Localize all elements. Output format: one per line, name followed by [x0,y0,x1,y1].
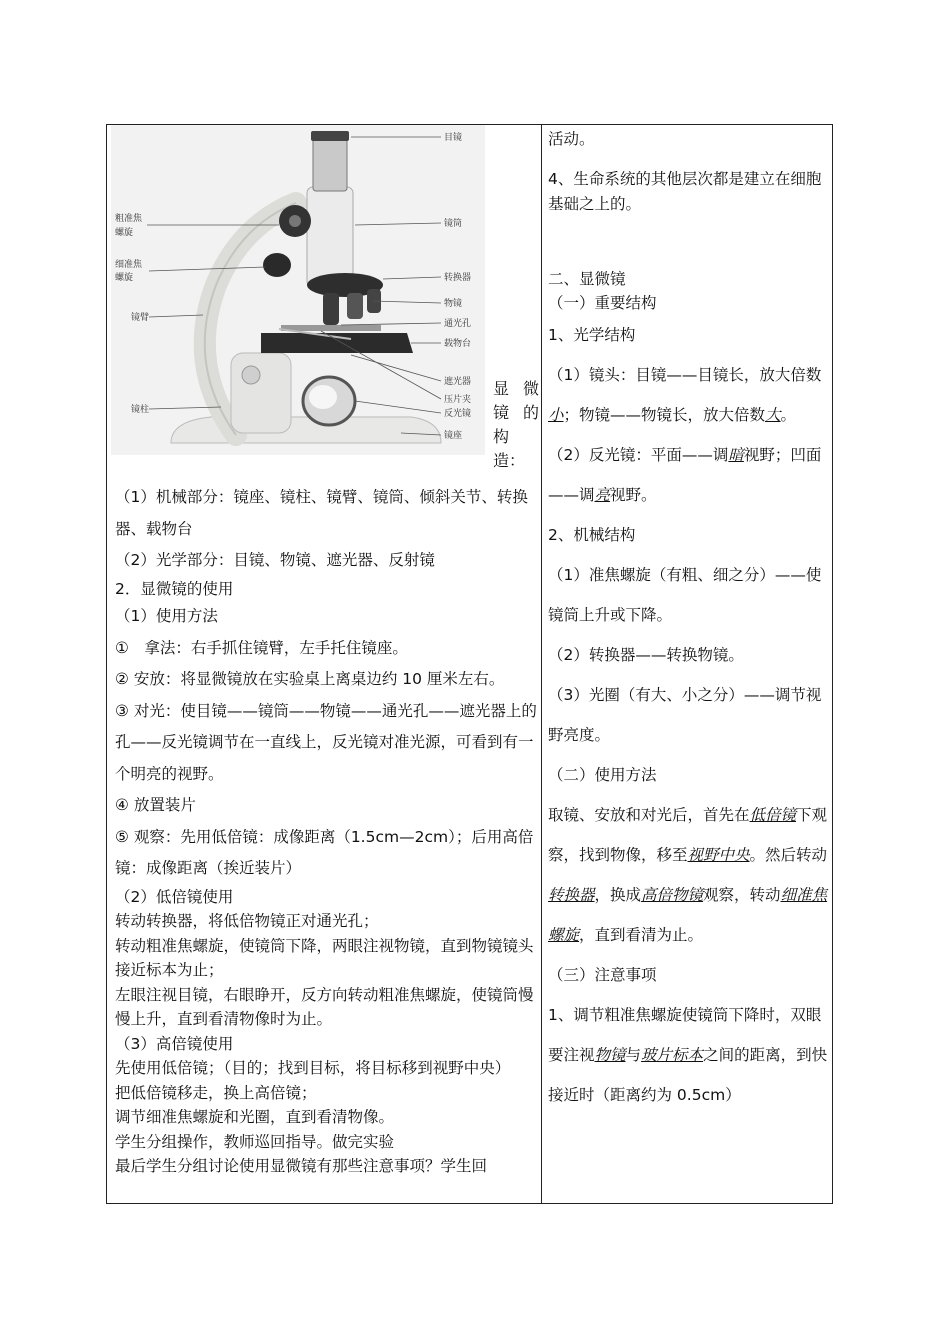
lens-text: 。 [780,406,797,424]
sub-structure: （一）重要结构 [548,294,657,312]
caption-line: 镜 的 [493,403,539,422]
high-title: （3）高倍镜使用 [115,1034,234,1053]
note-para [548,995,830,1115]
step-item: ② 安放：将显微镜放在实验桌上离桌边约 10 厘米左右。 [115,670,505,688]
caption-line: 构 [493,427,510,446]
answer-bright: 亮 [594,486,611,504]
left-text [115,482,537,1179]
method-title: （1）使用方法 [115,607,218,625]
caption-line: 显 微 [493,379,539,398]
answer-center: 视野中央 [687,846,750,864]
optical-title: 1、光学结构 [548,326,636,344]
mirror-text: 视野；凹面——调 [548,446,822,504]
aperture-para: （3）光圈（有大、小之分）——调节视野亮度。 [548,686,822,744]
label-pillar: 镜柱 [131,405,150,415]
use-title: 2．显微镜的使用 [115,579,234,598]
structure-mechanical: （1）机械部分：镜座、镜柱、镜臂、镜筒、倾斜关节、转换器、载物台 [115,488,528,538]
high-step: 先使用低倍镜；（目的；找到目标，将目标移到视野中央） [115,1059,511,1077]
answer-fine: 细准焦螺旋 [548,886,828,944]
step-item: ① 拿法：右手抓住镜臂，左手托住镜座。 [115,638,408,657]
low-step: 左眼注视目镜，右眼睁开，反方向转动粗准焦螺旋，使镜筒慢慢上升，直到看清物像时为止。 [115,985,534,1028]
method-text: 下观察，找到物像，移至 [548,806,828,864]
sub-notes: （三）注意事项 [548,966,657,984]
step-item: ④ 放置装片 [115,796,196,814]
microscope-figure [111,125,485,455]
label-stage: 载物台 [444,339,472,349]
method-text: ，直到看清为止。 [579,926,704,944]
method-text: 。然后转动 [749,846,828,864]
high-step: 最后学生分组讨论使用显微镜有那些注意事项？学生回 [115,1157,488,1175]
mirror-para [548,435,830,515]
mech-title: 2、机械结构 [548,526,636,544]
caption-line: 造： [493,451,526,470]
method-text: 观察，转动 [703,886,781,904]
label-converter: 转换器 [444,273,472,283]
label-objective: 物镜 [444,299,463,309]
low-title: （2）低倍镜使用 [115,887,234,906]
mirror-text: （2）反光镜：平面——调 [548,446,729,464]
lens-text: （1）镜头：目镜——目镜长，放大倍数 [548,366,822,384]
label-coarse-2: 螺旋 [115,228,134,238]
note-text: 之间的距离，到快接近时（距离约为 0.5cm） [548,1046,828,1104]
section-microscope: 二、显微镜 [548,270,626,288]
figure-caption [493,377,539,473]
label-aperture: 通光孔 [444,319,472,329]
high-step: 把低倍镜移走，换上高倍镜； [115,1083,317,1102]
answer-big: 大 [765,406,781,424]
note-text: 与 [625,1046,642,1064]
mirror-text: 视野。 [610,486,657,504]
converter-para: （2）转换器——转换物镜。 [548,646,744,664]
sub-method: （二）使用方法 [548,766,657,784]
high-step: 调节细准焦螺旋和光圈，直到看清物像。 [115,1108,395,1126]
label-arm: 镜臂 [131,313,150,323]
answer-high: 高倍物镜 [641,886,704,904]
label-tube: 镜筒 [444,219,463,229]
column-divider [541,124,542,1204]
label-fine-2: 螺旋 [115,273,134,283]
answer-low: 低倍镜 [749,806,797,824]
answer-dark: 暗 [728,446,744,464]
label-diaphragm: 遮光器 [444,377,472,387]
focus-para: （1）准焦螺旋（有粗、细之分）——使镜筒上升或下降。 [548,566,822,624]
method-para [548,795,830,955]
label-eyepiece: 目镜 [444,133,463,143]
answer-small: 小 [548,406,564,424]
activity-text: 活动。 [548,130,595,148]
answer-slide: 玻片标本 [641,1046,704,1064]
method-text: 取镜、安放和对光后，首先在 [548,806,750,824]
lens-text: ；物镜——物镜长，放大倍数 [563,406,766,424]
label-fine-1: 细准焦 [115,260,143,270]
step-item: ③ 对光：使目镜——镜筒——物镜——通光孔——遮光器上的孔——反光镜调节在一直线上，反光镜对准光源，可看到有一个明亮的视野。 [115,701,537,783]
low-step: 转动转换器，将低倍物镜正对通光孔； [115,912,379,930]
note-text: 1、调节粗准焦螺旋使镜筒下降时，双眼要注视 [548,1006,822,1064]
structure-optical: （2）光学部分：目镜、物镜、遮光器、反射镜 [115,551,435,569]
label-mirror: 反光镜 [444,409,472,419]
method-text: ，换成 [594,886,642,904]
point-4: 4、生命系统的其他层次都是建立在细胞基础之上的。 [548,170,822,213]
high-step: 学生分组操作，教师巡回指导。做完实验 [115,1132,395,1151]
right-cell [548,125,830,1203]
answer-converter: 转换器 [548,886,595,904]
label-base: 镜座 [444,431,463,441]
low-step: 转动粗准焦螺旋，使镜筒下降，两眼注视物镜，直到物镜镜头接近标本为止； [115,936,534,979]
answer-objective: 物镜 [594,1046,626,1064]
label-clip: 压片夹 [444,395,472,405]
left-cell [107,125,541,1203]
step-item: ⑤ 观察：先用低倍镜：成像距离（1.5cm—2cm）；后用高倍镜：成像距离（挨近装片） [115,827,534,877]
label-coarse-1: 粗准焦 [115,214,143,224]
lens-para [548,355,830,435]
